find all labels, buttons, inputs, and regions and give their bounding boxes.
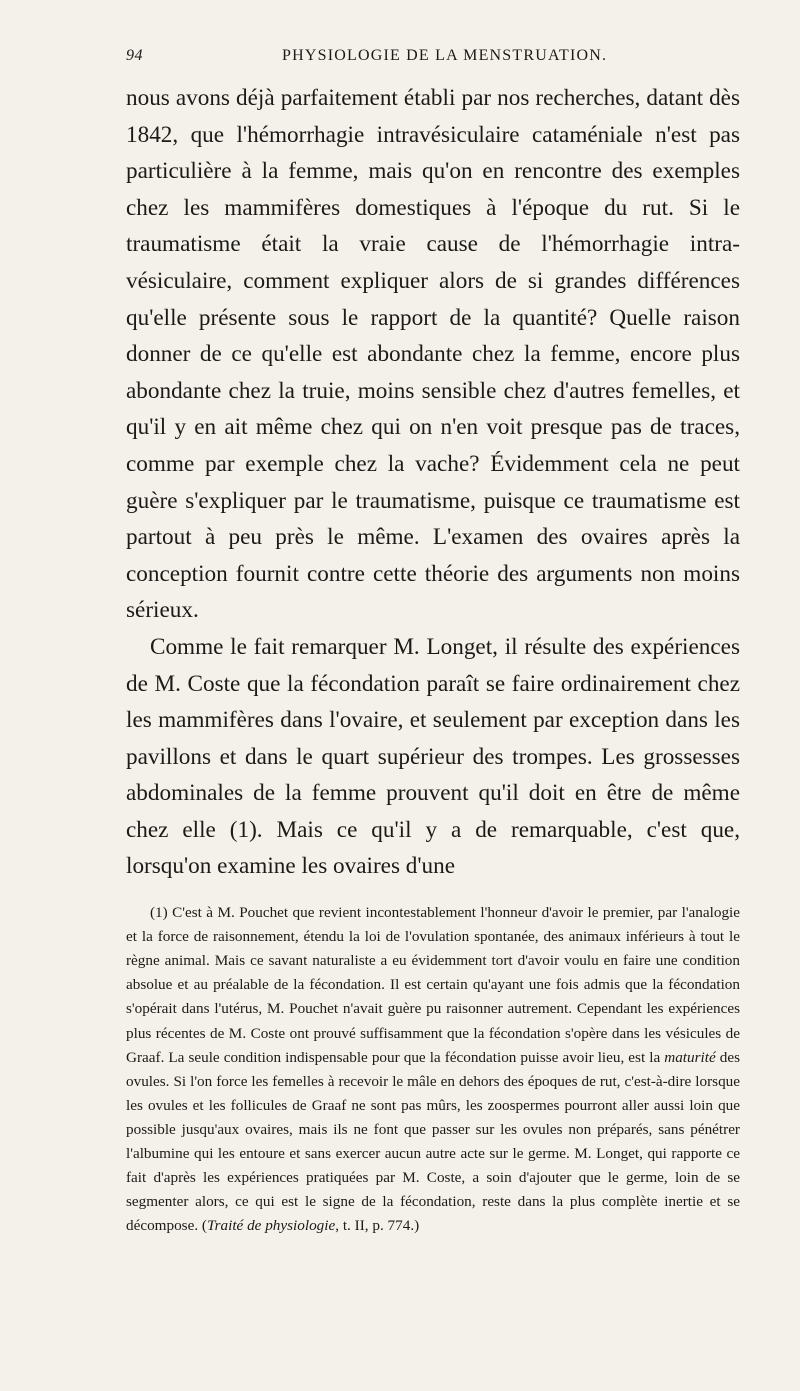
running-title: PHYSIOLOGIE DE LA MENSTRUATION. bbox=[282, 47, 608, 64]
footnote-segment: , t. II, p. 774.) bbox=[335, 1217, 420, 1235]
footnote-text bbox=[126, 901, 740, 1238]
footnote-segment: (1) C'est à M. Pouchet que revient incontestablement l'honneur d'avoir le premier, par l'analogie et la force de raisonnement, étendu la loi de l'ovulation spontanée, des animaux inférieurs à tout le règne animal. Mais ce savant naturaliste a eu évidemment tort d'avoir voulu en faire une condition absolue et au préalable de la fécondation. Il est certain qu'ayant une fois admis que la fécondation s'opérait dans l'utérus, M. Pouchet n'avait guère pu raisonner autrement. Cependant les expériences plus récentes de M. Coste ont prouvé suffisamment que la fécondation s'opère dans les vésicules de Graaf. La seule condition indispensable pour que la fécondation puisse avoir lieu, est la bbox=[126, 904, 740, 1066]
footnote-segment: des ovules. Si l'on force les femelles à recevoir le mâle en dehors des époques de rut, c'est-à-dire lorsque les ovules et les follicules de Graaf ne sont pas mûrs, les zoospermes pourront aller aussi loin que possible jusqu'aux ovaires, mais ils ne font que passer sur les ovules non préparés, sans pénétrer l'albumine qui les entoure et sans exercer aucun autre acte sur le germe. M. Longet, qui rapporte ce fait d'après les expériences pratiquées par M. Coste, a soin d'ajouter que le germe, loin de se segmenter alors, ce qui est le signe de la fécondation, reste dans la plus complète inertie et se décompose. ( bbox=[126, 1048, 740, 1235]
footnote-citation-title: Traité de physiologie bbox=[206, 1217, 336, 1235]
page-number: 94 bbox=[126, 47, 143, 64]
main-text bbox=[126, 80, 740, 885]
running-head bbox=[126, 47, 740, 67]
paragraph: nous avons déjà parfaitement établi par nos recherches, datant dès 1842, que l'hémorrhagie intravésiculaire cataméniale n'est pas particulière à la femme, mais qu'on en rencontre des exemples chez les mammifères domestiques à l'époque du rut. Si le traumatisme était la vraie cause de l'hémorrhagie intra-vésiculaire, comment expliquer alors de si grandes différences qu'elle présente sous le rapport de la quantité? Quelle raison donner de ce qu'elle est abondante chez la femme, encore plus abondante chez la truie, moins sensible chez d'autres femelles, et qu'il y en ait même chez qui on n'en voit presque pas de traces, comme par exemple chez la vache? Évidemment cela ne peut guère s'expliquer par le traumatisme, puisque ce traumatisme est partout à peu près le même. L'examen des ovaires après la conception fournit contre cette théorie des arguments non moins sérieux. bbox=[126, 85, 740, 624]
footnote-emphasis: maturité bbox=[664, 1048, 716, 1066]
paragraph: Comme le fait remarquer M. Longet, il résulte des expériences de M. Coste que la fécondation paraît se faire ordinairement chez les mammifères dans l'ovaire, et seulement par exception dans les pavillons et dans le quart supérieur des trompes. Les grossesses abdominales de la femme prouvent qu'il doit en être de même chez elle (1). Mais ce qu'il y a de remarquable, c'est que, lorsqu'on examine les ovaires d'une bbox=[126, 633, 740, 880]
footnote bbox=[126, 901, 740, 1238]
